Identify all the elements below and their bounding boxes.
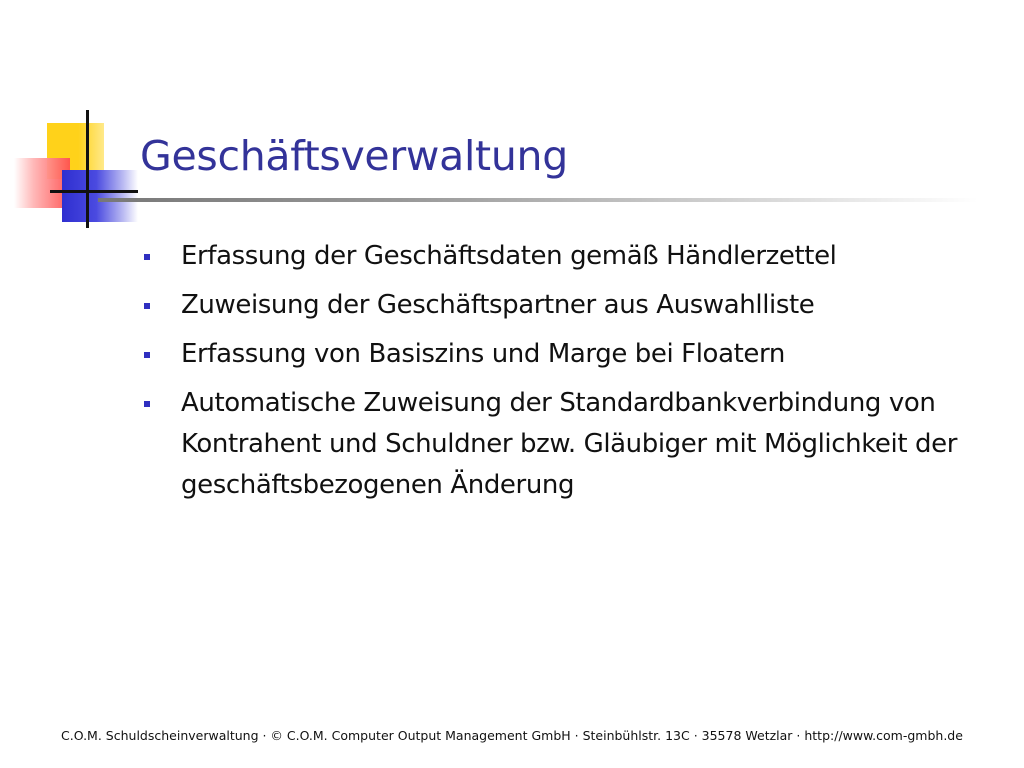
bullet-item — [142, 236, 1002, 277]
slide-title: Geschäftsverwaltung — [140, 132, 568, 180]
bullet-item — [142, 383, 1002, 506]
bullet-text: Erfassung von Basiszins und Marge bei Floatern — [181, 339, 785, 369]
slide-logo-graphic — [0, 0, 140, 240]
square-bullet-icon — [144, 401, 150, 407]
square-bullet-icon — [144, 303, 150, 309]
bullet-list — [142, 236, 1002, 514]
bullet-item — [142, 285, 1002, 326]
logo-blue-square — [62, 170, 138, 222]
title-underline — [98, 198, 978, 202]
logo-horizontal-line — [50, 190, 138, 193]
bullet-text: Automatische Zuweisung der Standardbankverbindung von Kontrahent und Schuldner bzw. Gläubiger mit Möglichkeit der geschäftsbezogenen Änderung — [181, 388, 958, 500]
slide-footer: C.O.M. Schuldscheinverwaltung · © C.O.M. Computer Output Management GmbH · Steinbühlstr. 13C · 35578 Wetzlar · http://www.com-gmbh.de — [61, 728, 963, 743]
bullet-text: Zuweisung der Geschäftspartner aus Auswahlliste — [181, 290, 815, 320]
logo-vertical-line — [86, 110, 89, 228]
square-bullet-icon — [144, 254, 150, 260]
bullet-text: Erfassung der Geschäftsdaten gemäß Händlerzettel — [181, 241, 837, 271]
square-bullet-icon — [144, 352, 150, 358]
bullet-item — [142, 334, 1002, 375]
